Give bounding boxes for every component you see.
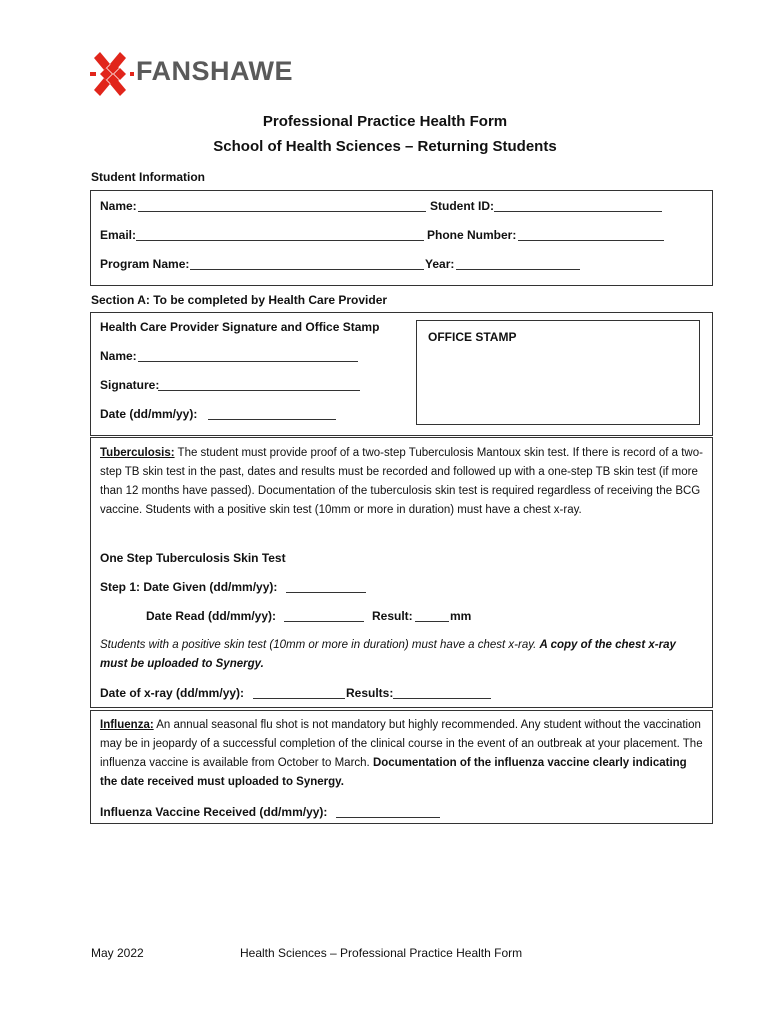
student-name-label: Name: — [100, 199, 137, 213]
one-step-heading: One Step Tuberculosis Skin Test — [100, 551, 286, 565]
tuberculosis-paragraph — [100, 444, 704, 520]
phone-field[interactable] — [518, 228, 664, 241]
provider-signature-label: Signature: — [100, 378, 160, 392]
program-label: Program Name: — [100, 257, 190, 271]
form-subtitle: School of Health Sciences – Returning Students — [213, 138, 557, 155]
step1-date-label: Step 1: Date Given (dd/mm/yy): — [100, 580, 278, 594]
result-label: Result: — [372, 609, 413, 623]
student-name-field[interactable] — [138, 199, 426, 212]
influenza-received-label: Influenza Vaccine Received (dd/mm/yy): — [100, 805, 328, 819]
result-field[interactable] — [415, 609, 449, 622]
email-field[interactable] — [136, 228, 424, 241]
form-title: Professional Practice Health Form — [262, 113, 508, 130]
influenza-paragraph — [100, 716, 704, 792]
year-label: Year: — [425, 257, 455, 271]
provider-date-label: Date (dd/mm/yy): — [100, 407, 198, 421]
result-unit: mm — [450, 609, 472, 623]
xray-note — [100, 636, 704, 674]
brand-name: FANSHAWE — [136, 56, 294, 86]
influenza-bold-text: Documentation of the influenza vaccine clearly indicating the date received must uploaded to Synergy. — [100, 757, 687, 788]
phone-label: Phone Number: — [427, 228, 517, 242]
tuberculosis-text: The student must provide proof of a two-step Tuberculosis Mantoux skin test. If there is record of a two-step TB skin test in the past, dates and results must be recorded and followed up with a one-step TB skin test (if more than 12 months have passed). Documentation of the tuberculosis skin test is required regardless of receiving the BCG vaccine. Students with a positive skin test (10mm or more in duration) must have a chest x-ray. — [100, 447, 703, 516]
student-id-label: Student ID: — [430, 199, 494, 213]
student-id-field[interactable] — [494, 199, 662, 212]
provider-name-field[interactable] — [138, 349, 358, 362]
step1-date-field[interactable] — [286, 580, 366, 593]
xray-note-bold: A copy of the chest x-ray must be uploaded to Synergy. — [100, 639, 676, 670]
student-info-heading: Student Information — [91, 170, 205, 184]
influenza-text: An annual seasonal flu shot is not mandatory but highly recommended. Any student without the vaccination may be in jeopardy of a successful completion of the clinical course in the event of an outbreak at your placement. The influenza vaccine is available from October to March. — [100, 719, 703, 769]
date-read-label: Date Read (dd/mm/yy): — [146, 609, 277, 623]
influenza-heading: Influenza: — [100, 719, 154, 731]
xray-date-field[interactable] — [253, 686, 345, 699]
program-field[interactable] — [190, 257, 424, 270]
office-stamp-label: OFFICE STAMP — [428, 330, 517, 344]
footer-doc-title: Health Sciences – Professional Practice Health Form — [240, 946, 523, 960]
provider-name-label: Name: — [100, 349, 137, 363]
xray-results-label: Results: — [346, 686, 394, 700]
xray-results-field[interactable] — [393, 686, 491, 699]
year-field[interactable] — [456, 257, 580, 270]
footer-date: May 2022 — [91, 946, 144, 960]
date-read-field[interactable] — [284, 609, 364, 622]
provider-signature-field[interactable] — [158, 378, 360, 391]
tuberculosis-heading: Tuberculosis: — [100, 447, 175, 459]
provider-date-field[interactable] — [208, 407, 336, 420]
xray-date-label: Date of x-ray (dd/mm/yy): — [100, 686, 245, 700]
email-label: Email: — [100, 228, 137, 242]
provider-heading: Health Care Provider Signature and Office Stamp — [100, 320, 380, 334]
influenza-received-field[interactable] — [336, 805, 440, 818]
section-a-heading: Section A: To be completed by Health Care Provider — [91, 293, 388, 307]
xray-note-italic: Students with a positive skin test (10mm or more in duration) must have a chest x-ray. — [100, 639, 540, 651]
